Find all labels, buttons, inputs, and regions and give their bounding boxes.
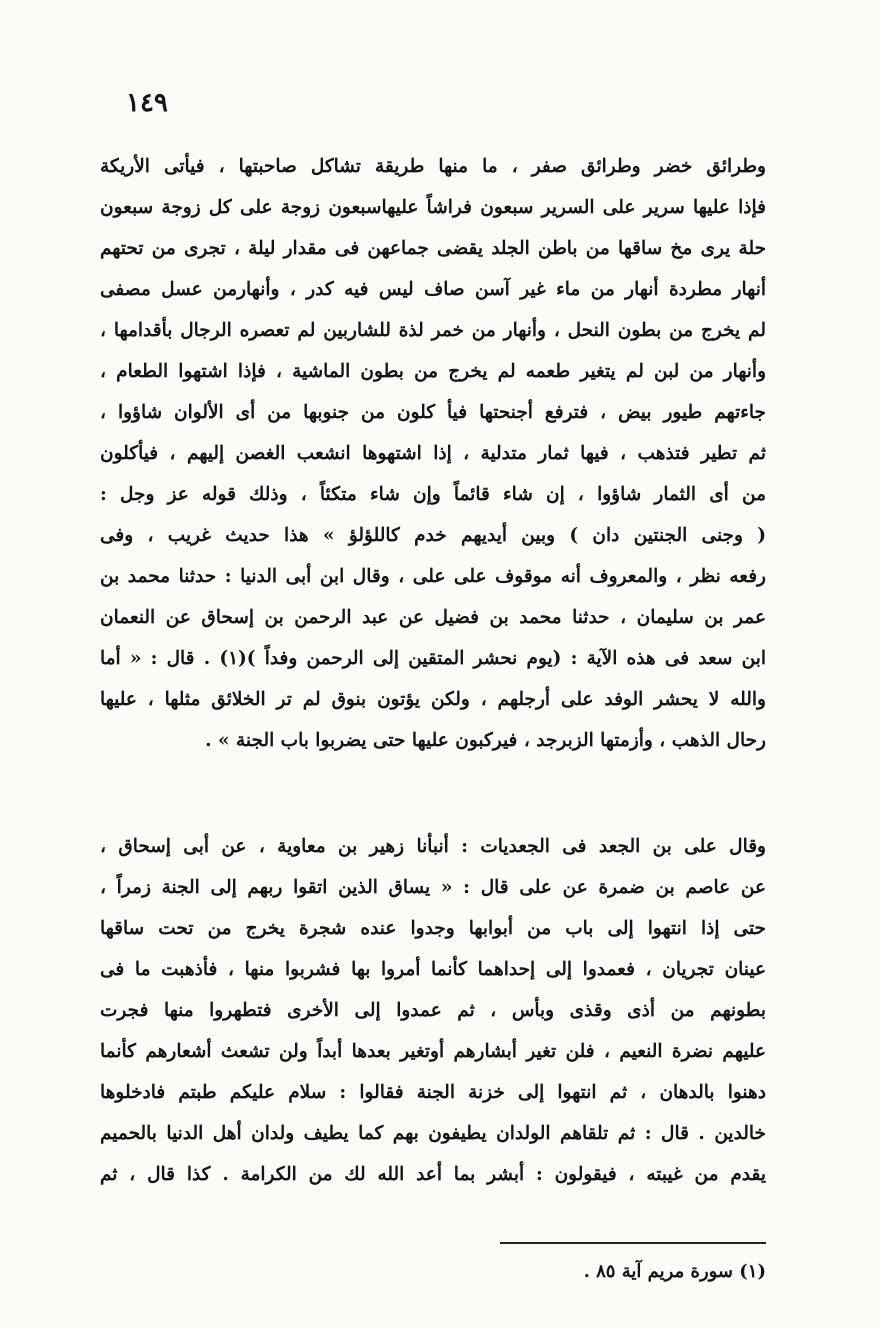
footnote-separator [500, 1242, 766, 1244]
text-line: عمر بن سليمان ، حدثنا محمد بن فضيل عن عبد الرحمن بن إسحاق عن النعمان [100, 607, 766, 628]
text-line: ثم تطير فتذهب ، فيها ثمار متدلية ، إذا اشتهوها انشعب الغصن إليهم ، فيأكلون [100, 443, 766, 464]
text-line: خالدين . قال : ثم تلقاهم الولدان يطيفون بهم كما يطيف ولدان أهل الدنيا بالحميم [100, 1123, 766, 1144]
text-line: بطونهم من أذى وقذى وبأس ، ثم عمدوا إلى الأخرى فتطهروا منها فجرت [100, 1000, 766, 1021]
text-line: رفعه نظر ، والمعروف أنه موقوف على على ، وقال ابن أبى الدنيا : حدثنا محمد بن [100, 566, 766, 587]
footnote: (١) سورة مريم آية ٨٥ . [583, 1261, 766, 1282]
text-line: حلة يرى مخ ساقها من باطن الجلد يقضى جماعهن فى مقدار ليلة ، تجرى من تحتهم [100, 238, 766, 259]
text-line: جاءتهم طيور بيض ، فترفع أجنحتها فيأ كلون من جنوبها من أى الألوان شاؤوا ، [100, 402, 766, 423]
text-line: لم يخرج من بطون النحل ، وأنهار من خمر لذة للشاربين لم تعصره الرجال بأقدامها ، [100, 320, 766, 341]
text-line: دهنوا بالدهان ، ثم انتهوا إلى خزنة الجنة فقالوا : سلام عليكم طبتم فادخلوها [100, 1082, 766, 1103]
text-line: فإذا عليها سرير على السرير سبعون فراشاً عليهاسبعون زوجة على كل زوجة سبعون [100, 197, 766, 218]
text-line: وقال على بن الجعد فى الجعديات : أنبأنا زهير بن معاوية ، عن أبى إسحاق ، [100, 836, 766, 857]
text-line: عن عاصم بن ضمرة عن على قال : « يساق الذين اتقوا ربهم إلى الجنة زمراً ، [100, 877, 766, 898]
text-line: أنهار مطردة أنهار من ماء غير آسن صاف ليس فيه كدر ، وأنهارمن عسل مصفى [100, 279, 766, 300]
paragraph-1 [100, 146, 766, 761]
text-line: رحال الذهب ، وأزمتها الزبرجد ، فيركبون عليها حتى يضربوا باب الجنة » . [205, 730, 766, 751]
text-line: ( وجنى الجنتين دان ) وبين أيديهم خدم كاللؤلؤ » هذا حديث غريب ، وفى [100, 525, 766, 546]
text-line: عينان تجريان ، فعمدوا إلى إحداهما كأنما أمروا بها فشربوا منها ، فأذهبت ما فى [100, 959, 766, 980]
text-line: وأنهار من لبن لم يتغير طعمه لم يخرج من بطون الماشية ، فإذا اشتهوا الطعام ، [100, 361, 766, 382]
text-line: من أى الثمار شاؤوا ، إن شاء قائماً وإن شاء متكئاً ، وذلك قوله عز وجل : [100, 484, 766, 505]
text-line: وطرائق خضر وطرائق صفر ، ما منها طريقة تشاكل صاحبتها ، فيأتى الأريكة [100, 156, 766, 177]
paragraph-2 [100, 826, 766, 1195]
text-line: عليهم نضرة النعيم ، فلن تغير أبشارهم أوتغير بعدها أبداً ولن تشعث أشعارهم كأنما [100, 1041, 766, 1062]
page-number: ١٤٩ [126, 88, 168, 118]
text-line: حتى إذا انتهوا إلى باب من أبوابها وجدوا عنده شجرة يخرج من تحت ساقها [100, 918, 766, 939]
text-line: والله لا يحشر الوفد على أرجلهم ، ولكن يؤتون بنوق لم تر الخلائق مثلها ، عليها [100, 689, 766, 710]
text-line: يقدم من غيبته ، فيقولون : أبشر بما أعد الله لك من الكرامة . كذا قال ، ثم [100, 1164, 766, 1185]
text-line: ابن سعد فى هذه الآية : (يوم نحشر المتقين إلى الرحمن وفداً )(١) . قال : « أما [100, 648, 766, 669]
